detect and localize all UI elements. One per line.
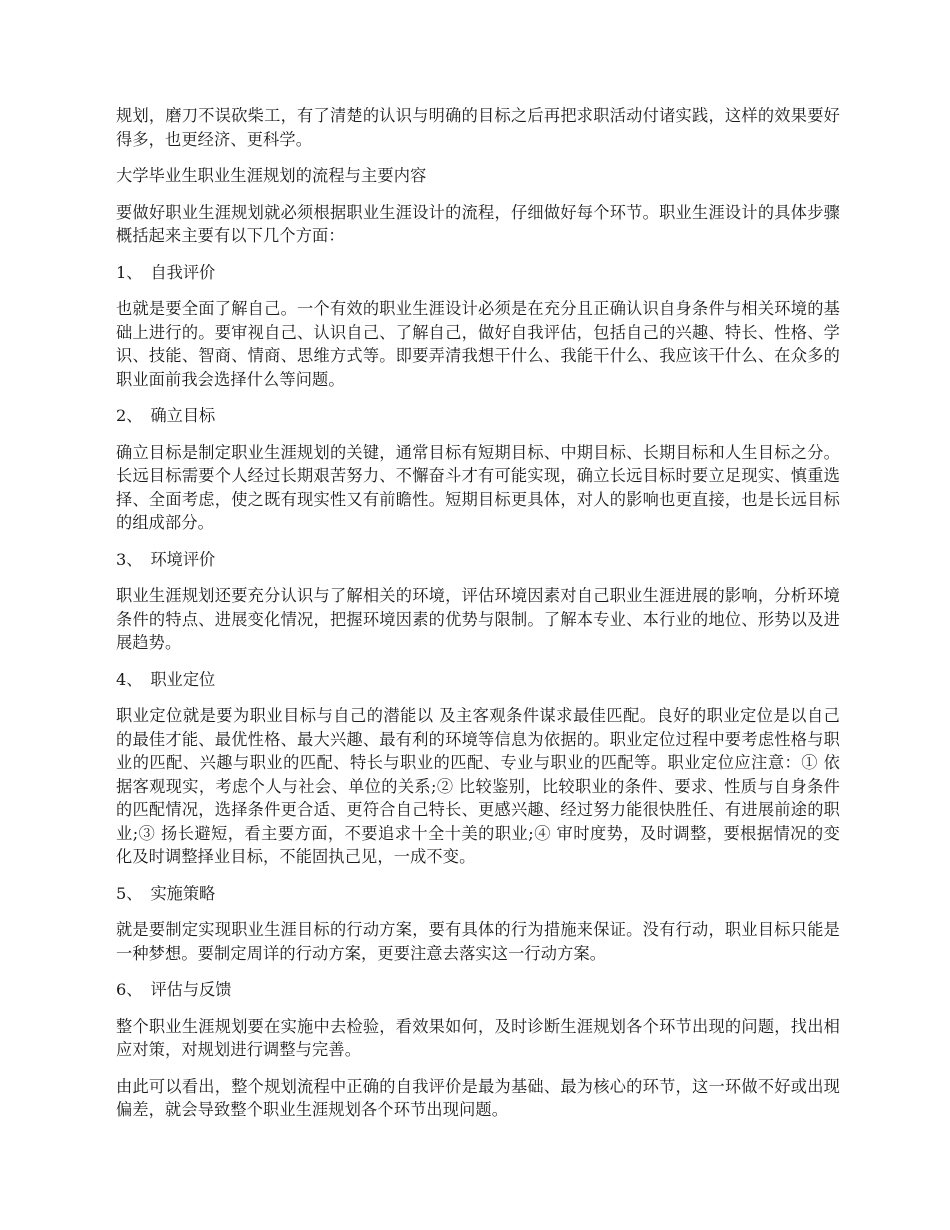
heading-self-evaluation (116, 261, 840, 285)
paragraph-career-positioning: 职业定位就是要为职业目标与自己的潜能以 及主客观条件谋求最佳匹配。良好的职业定位是以自己的最佳才能、最优性格、最大兴趣、最有利的环境等信息为依据的。职业定位过程中要考虑性格与职业的匹配、兴趣与职业的匹配、特长与职业的匹配、专业与职业的匹配等。职业定位应注意：① 依据客观现实，考虑个人与社会、单位的关系;② 比较鉴别，比较职业的条件、要求、性质与自身条件的匹配情况，选择条件更合适、更符合自己特长、更感兴趣、经过努力能很快胜任、有进展前途的职业;③ 扬长避短，看主要方面，不要追求十全十美的职业;④ 审时度势，及时调整，要根据情况的变化及时调整择业目标，不能固执己见，一成不变。 (116, 706, 840, 866)
heading-evaluation-feedback (116, 978, 840, 1002)
heading-environment-evaluation (116, 548, 840, 572)
heading-text: 评估与反馈 (150, 980, 232, 999)
paragraph-implementation-strategy: 就是要制定实现职业生涯目标的行动方案，要有具体的行为措施来保证。没有行动，职业目标只能是一种梦想。要制定周详的行动方案，更要注意去落实这一行动方案。 (116, 920, 840, 963)
heading-text: 环境评价 (150, 549, 216, 569)
heading-text: 确立目标 (150, 406, 216, 425)
paragraph-environment-evaluation: 职业生涯规划还要充分认识与了解相关的环境，评估环境因素对自己职业生涯进展的影响，分析环境条件的特点、进展变化情况，把握环境因素的优势与限制。了解本专业、本行业的地位、形势以及进展趋势。 (116, 586, 840, 652)
paragraph-self-evaluation: 也就是要全面了解自己。一个有效的职业生涯设计必须是在充分且正确认识自身条件与相关环境的基础上进行的。要审视自己、认识自己、了解自己，做好自我评估，包括自己的兴趣、特长、性格、学识、技能、智商、情商、思维方式等。即要弄清我想干什么、我能干什么、我应该干什么、在众多的职业面前我会选择什么等问题。 (116, 299, 840, 389)
paragraph-set-goals: 确立目标是制定职业生涯规划的关键，通常目标有短期目标、中期目标、长期目标和人生目标之分。长远目标需要个人经过长期艰苦努力、不懈奋斗才有可能实现，确立长远目标时要立足现实、慎重选择、全面考虑，使之既有现实性又有前瞻性。短期目标更具体，对人的影响也更直接，也是长远目标的组成部分。 (116, 442, 840, 532)
heading-text: 实施策略 (150, 883, 216, 903)
heading-number: 3、 (116, 549, 143, 569)
heading-set-goals (116, 404, 840, 428)
heading-number: 6、 (116, 980, 143, 999)
heading-implementation-strategy (116, 882, 840, 906)
heading-number: 2、 (116, 406, 143, 425)
heading-number: 4、 (116, 669, 143, 689)
heading-number: 1、 (116, 262, 143, 282)
paragraph-intro-continuation: 规划，磨刀不误砍柴工，有了清楚的认识与明确的目标之后再把求职活动付诸实践，这样的效果要好得多，也更经济、更科学。 (116, 106, 840, 149)
heading-text: 职业定位 (150, 669, 216, 689)
paragraph-conclusion: 由此可以看出，整个规划流程中正确的自我评价是最为基础、最为核心的环节，这一环做不好或出现偏差，就会导致整个职业生涯规划各个环节出现问题。 (116, 1076, 840, 1119)
paragraph-overview: 要做好职业生涯规划就必须根据职业生涯设计的流程，仔细做好每个环节。职业生涯设计的具体步骤概括起来主要有以下几个方面： (116, 202, 840, 245)
heading-text: 自我评价 (150, 262, 216, 282)
paragraph-evaluation-feedback: 整个职业生涯规划要在实施中去检验，看效果如何，及时诊断生涯规划各个环节出现的问题，找出相应对策，对规划进行调整与完善。 (116, 1016, 840, 1059)
section-title: 大学毕业生职业生涯规划的流程与主要内容 (116, 166, 427, 185)
heading-career-positioning (116, 668, 840, 692)
heading-number: 5、 (116, 883, 143, 903)
